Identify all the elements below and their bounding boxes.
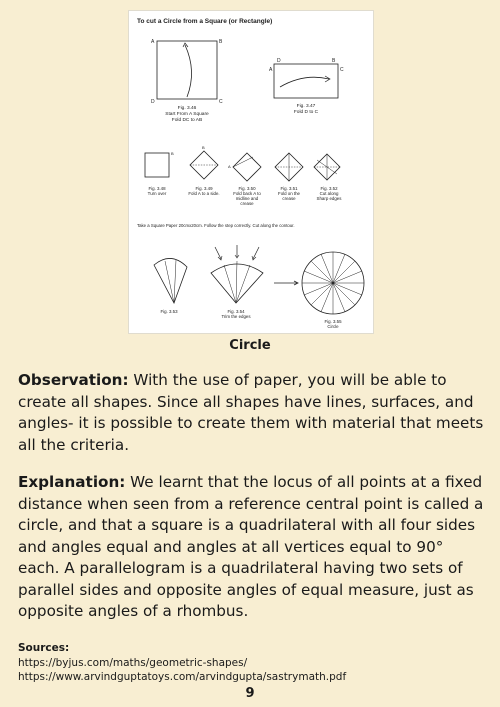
- svg-text:B: B: [202, 145, 205, 150]
- folding-diagram: [129, 11, 373, 333]
- folding-instructions-figure: [128, 10, 374, 334]
- svg-text:A: A: [228, 164, 231, 169]
- fig-347-drawing: [269, 58, 344, 98]
- fig-350-number: Fig. 3.50: [238, 186, 256, 191]
- observation-paragraph: [18, 370, 488, 456]
- fig-350-caption-2: midline and: [235, 196, 259, 201]
- sources-section: [18, 641, 488, 685]
- fold-steps-row: [145, 145, 340, 181]
- explanation-label: Explanation:: [18, 473, 126, 491]
- explanation-text: We learnt that the locus of all points at a fixed distance when seen from a reference central point is called a circle, and that a square is a quadrilateral with all four sides and angles equal and angles at all vertices equal to 90° each. A parallelogram is a quadrilateral having two sets of parallel sides and opposite angles of equal measure, just as opposite angles of a rhombus.: [18, 473, 484, 620]
- fig-346-caption-1: Start From A Square: [165, 112, 209, 117]
- svg-text:D: D: [151, 99, 155, 105]
- observation-text: With the use of paper, you will be able to create all shapes. Since all shapes have lines, surfaces, and angles- it is possible to create them with material that meets all the criteria.: [18, 371, 484, 454]
- svg-text:A: A: [151, 39, 155, 45]
- fig-347-number: Fig. 3.47: [296, 104, 316, 109]
- svg-text:B: B: [171, 151, 174, 156]
- fig-346-caption-2: Fold DC to AB: [171, 118, 203, 123]
- page-number: 9: [245, 686, 255, 701]
- fig-351-caption-2: crease: [282, 196, 296, 201]
- fig-349-number: Fig. 3.49: [195, 186, 213, 191]
- svg-text:B: B: [332, 58, 336, 64]
- fig-350-caption-1: Fold back A to: [233, 191, 261, 196]
- cutting-steps-row: [154, 245, 364, 314]
- svg-text:C: C: [340, 67, 344, 73]
- fig-351-number: Fig. 3.51: [280, 186, 298, 191]
- source-link-arvindgupta[interactable]: https://www.arvindguptatoys.com/arvindgupta/sastrymath.pdf: [18, 671, 347, 683]
- fig-350-caption-3: crease: [240, 201, 254, 206]
- explanation-paragraph: [18, 472, 488, 623]
- svg-text:B: B: [219, 39, 223, 45]
- svg-text:D: D: [277, 58, 281, 64]
- fig-352-caption-2: Sharp edges: [316, 196, 342, 201]
- fig-347-caption-1: Fold D to C: [293, 110, 319, 115]
- fig-353-number: Fig. 3.53: [160, 309, 178, 314]
- figure-caption: Circle: [229, 338, 271, 353]
- svg-text:C: C: [219, 99, 223, 105]
- figure-instruction: Take a Square Paper 20cmx20cm. Follow the step correctly. Cut along the contour.: [137, 223, 295, 228]
- fig-355-caption-1: Circle: [327, 324, 339, 329]
- fig-348-caption-1: Turn over: [147, 191, 167, 196]
- fig-351-caption-1: Fold on the: [278, 191, 300, 196]
- fig-352-caption-1: Cut along: [319, 191, 339, 196]
- sources-label: Sources:: [18, 642, 70, 654]
- fig-346-number: Fig. 3.46: [177, 106, 197, 111]
- fig-354-caption-1: Trim the edges: [221, 314, 251, 319]
- fig-348-number: Fig. 3.48: [148, 186, 166, 191]
- figure-title: To cut a Circle from a Square (or Rectangle): [137, 18, 273, 25]
- fig-355-number: Fig. 3.55: [324, 319, 342, 324]
- svg-text:A: A: [269, 67, 273, 73]
- source-link-byjus[interactable]: https://byjus.com/maths/geometric-shapes/: [18, 656, 248, 669]
- fig-346-drawing: [151, 39, 223, 105]
- fig-349-caption-1: Fold A to a side.: [188, 191, 220, 196]
- fig-352-number: Fig. 3.52: [320, 186, 338, 191]
- observation-label: Observation:: [18, 371, 129, 389]
- fig-354-number: Fig. 3.54: [227, 309, 245, 314]
